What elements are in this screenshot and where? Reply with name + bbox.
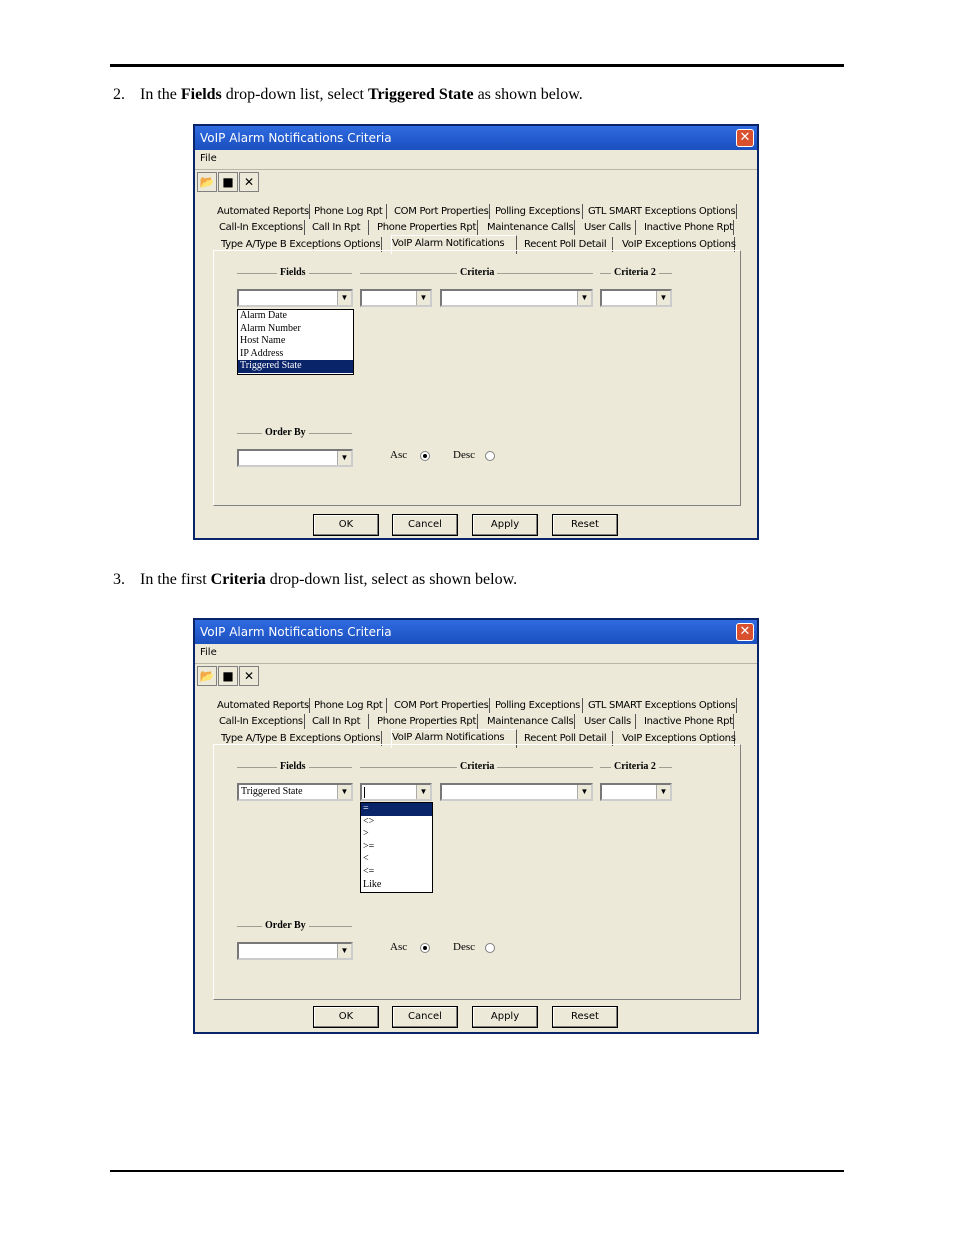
ok-button[interactable]: OK (313, 1006, 379, 1028)
tab-gtl-smart-exceptions-options[interactable]: GTL SMART Exceptions Options (588, 206, 736, 217)
close-button[interactable] (736, 623, 754, 641)
tab-call-in-exceptions[interactable]: Call-In Exceptions (219, 714, 305, 729)
apply-button[interactable]: Apply (472, 514, 538, 536)
tab-polling-exceptions[interactable]: Polling Exceptions (495, 204, 583, 219)
toolbar (197, 172, 261, 192)
criteria-dropdown-list (360, 802, 433, 893)
order-by-group (237, 427, 352, 444)
tab-type-a-type-b-exceptions-options[interactable]: Type A/Type B Exceptions Options (221, 239, 381, 250)
tab-gtl-smart-exceptions-options[interactable]: GTL SMART Exceptions Options (588, 700, 736, 711)
step-3-text: 3. In the first Criteria drop-down list, select as shown below. (113, 571, 518, 588)
order-by-label: Order By (262, 427, 309, 438)
list-item[interactable]: < (363, 853, 369, 865)
reset-button[interactable]: Reset (552, 1006, 618, 1028)
reset-button[interactable]: Reset (552, 514, 618, 536)
top-rule (110, 64, 844, 67)
list-item[interactable]: IP Address (240, 347, 284, 359)
tab-phone-log-rpt[interactable]: Phone Log Rpt (314, 204, 387, 219)
save-icon[interactable]: ■ (218, 172, 238, 192)
order-by-select[interactable] (237, 449, 353, 467)
tab-user-calls[interactable]: User Calls (584, 220, 636, 235)
delete-icon[interactable]: ✕ (239, 172, 259, 192)
desc-radio[interactable] (485, 943, 495, 953)
close-icon: ✕ (739, 130, 751, 145)
tab-voip-exceptions-options[interactable]: VoIP Exceptions Options (622, 733, 736, 744)
chevron-down-icon[interactable]: ▼ (656, 291, 670, 305)
chevron-down-icon[interactable]: ▼ (337, 785, 351, 799)
tab-automated-reports[interactable]: Automated Reports (217, 206, 309, 217)
order-by-select[interactable] (237, 942, 353, 960)
chevron-down-icon[interactable]: ▼ (337, 291, 351, 305)
dialog-title: VoIP Alarm Notifications Criteria (200, 625, 392, 639)
desc-label: Desc (453, 941, 475, 953)
menu-bar (195, 151, 757, 170)
tab-voip-alarm-notifications[interactable]: VoIP Alarm Notifications (391, 235, 517, 254)
list-item[interactable]: Alarm Number (240, 322, 301, 334)
order-by-group (237, 920, 352, 937)
criteria-label: Criteria (457, 761, 497, 772)
dialog-title: VoIP Alarm Notifications Criteria (200, 131, 392, 145)
menu-file[interactable]: File (200, 153, 217, 164)
cancel-button[interactable]: Cancel (392, 514, 458, 536)
tab-phone-log-rpt[interactable]: Phone Log Rpt (314, 698, 387, 713)
fields-label: Fields (277, 761, 309, 772)
dialog-criteria-dropdown (193, 618, 759, 1034)
chevron-down-icon[interactable]: ▼ (577, 785, 591, 799)
close-icon: ✕ (739, 624, 751, 639)
tab-phone-properties-rpt[interactable]: Phone Properties Rpt (377, 716, 477, 727)
list-item[interactable]: <> (363, 815, 375, 827)
tab-user-calls[interactable]: User Calls (584, 714, 636, 729)
chevron-down-icon[interactable]: ▼ (337, 944, 351, 958)
chevron-down-icon[interactable]: ▼ (337, 451, 351, 465)
fields-group (237, 761, 352, 778)
asc-label: Asc (390, 941, 408, 953)
criteria-value-select[interactable] (440, 783, 593, 801)
tab-automated-reports[interactable]: Automated Reports (217, 700, 309, 711)
save-icon[interactable]: ■ (218, 666, 238, 686)
list-item[interactable]: <= (363, 865, 375, 877)
criteria2-group (600, 267, 672, 284)
list-item[interactable]: >= (363, 840, 375, 852)
asc-radio[interactable] (420, 943, 430, 953)
tab-com-port-properties[interactable]: COM Port Properties (394, 206, 489, 217)
chevron-down-icon[interactable]: ▼ (656, 785, 670, 799)
dialog-fields-dropdown (193, 124, 759, 540)
open-folder-icon[interactable]: 📂 (197, 172, 217, 192)
fields-select[interactable]: Triggered State ▼ (237, 783, 353, 801)
title-bar (195, 620, 757, 644)
title-bar (195, 126, 757, 150)
step-2-text: 2. In the Fields drop-down list, select Triggered State as shown below. (113, 86, 583, 103)
text-cursor (364, 787, 365, 798)
open-folder-icon[interactable]: 📂 (197, 666, 217, 686)
list-item-selected[interactable]: Triggered State (238, 360, 353, 373)
fields-label: Fields (277, 267, 309, 278)
tab-com-port-properties[interactable]: COM Port Properties (394, 700, 489, 711)
tab-strip (213, 692, 743, 744)
desc-radio[interactable] (485, 451, 495, 461)
bottom-rule (110, 1170, 844, 1172)
criteria-group (360, 267, 593, 284)
tab-inactive-phone-rpt[interactable]: Inactive Phone Rpt (644, 222, 733, 233)
criteria2-select[interactable] (600, 783, 672, 801)
tab-recent-poll-detail[interactable]: Recent Poll Detail (524, 237, 613, 252)
criteria-label: Criteria (457, 267, 497, 278)
tab-voip-exceptions-options[interactable]: VoIP Exceptions Options (622, 239, 736, 250)
chevron-down-icon[interactable]: ▼ (577, 291, 591, 305)
list-item-selected[interactable]: = (361, 803, 432, 816)
criteria-operator-select[interactable] (360, 289, 432, 307)
close-button[interactable] (736, 129, 754, 147)
tab-strip (213, 198, 743, 250)
tab-maintenance-calls[interactable]: Maintenance Calls (487, 222, 574, 233)
list-item[interactable]: Host Name (240, 335, 286, 347)
desc-label: Desc (453, 449, 475, 461)
criteria-value-select[interactable] (440, 289, 593, 307)
delete-icon[interactable]: ✕ (239, 666, 259, 686)
tab-inactive-phone-rpt[interactable]: Inactive Phone Rpt (644, 716, 733, 727)
fields-group (237, 267, 352, 284)
list-item[interactable]: Like (363, 878, 382, 890)
tab-call-in-exceptions[interactable]: Call-In Exceptions (219, 220, 305, 235)
criteria-group (360, 761, 593, 778)
asc-radio[interactable] (420, 451, 430, 461)
cancel-button[interactable]: Cancel (392, 1006, 458, 1028)
tab-call-in-rpt[interactable]: Call In Rpt (312, 714, 369, 729)
chevron-down-icon[interactable]: ▼ (416, 785, 430, 799)
criteria-operator-select[interactable] (360, 783, 432, 801)
toolbar (197, 666, 261, 686)
criteria2-label: Criteria 2 (611, 761, 659, 772)
tab-polling-exceptions[interactable]: Polling Exceptions (495, 698, 583, 713)
criteria2-select[interactable] (600, 289, 672, 307)
apply-button[interactable]: Apply (472, 1006, 538, 1028)
tab-maintenance-calls[interactable]: Maintenance Calls (487, 716, 574, 727)
ok-button[interactable]: OK (313, 514, 379, 536)
asc-label: Asc (390, 449, 408, 461)
tab-type-a-type-b-exceptions-options[interactable]: Type A/Type B Exceptions Options (221, 733, 381, 744)
fields-select[interactable] (237, 289, 353, 307)
tab-voip-alarm-notifications[interactable]: VoIP Alarm Notifications (391, 729, 517, 748)
tab-call-in-rpt[interactable]: Call In Rpt (312, 220, 369, 235)
fields-dropdown-list (237, 309, 354, 375)
tab-recent-poll-detail[interactable]: Recent Poll Detail (524, 731, 613, 746)
list-item[interactable]: > (363, 828, 369, 840)
criteria2-label: Criteria 2 (611, 267, 659, 278)
tab-phone-properties-rpt[interactable]: Phone Properties Rpt (377, 222, 477, 233)
list-item[interactable]: Alarm Date (240, 310, 287, 321)
menu-file[interactable]: File (200, 647, 217, 658)
order-by-label: Order By (262, 920, 309, 931)
criteria2-group (600, 761, 672, 778)
menu-bar (195, 645, 757, 664)
chevron-down-icon[interactable]: ▼ (416, 291, 430, 305)
